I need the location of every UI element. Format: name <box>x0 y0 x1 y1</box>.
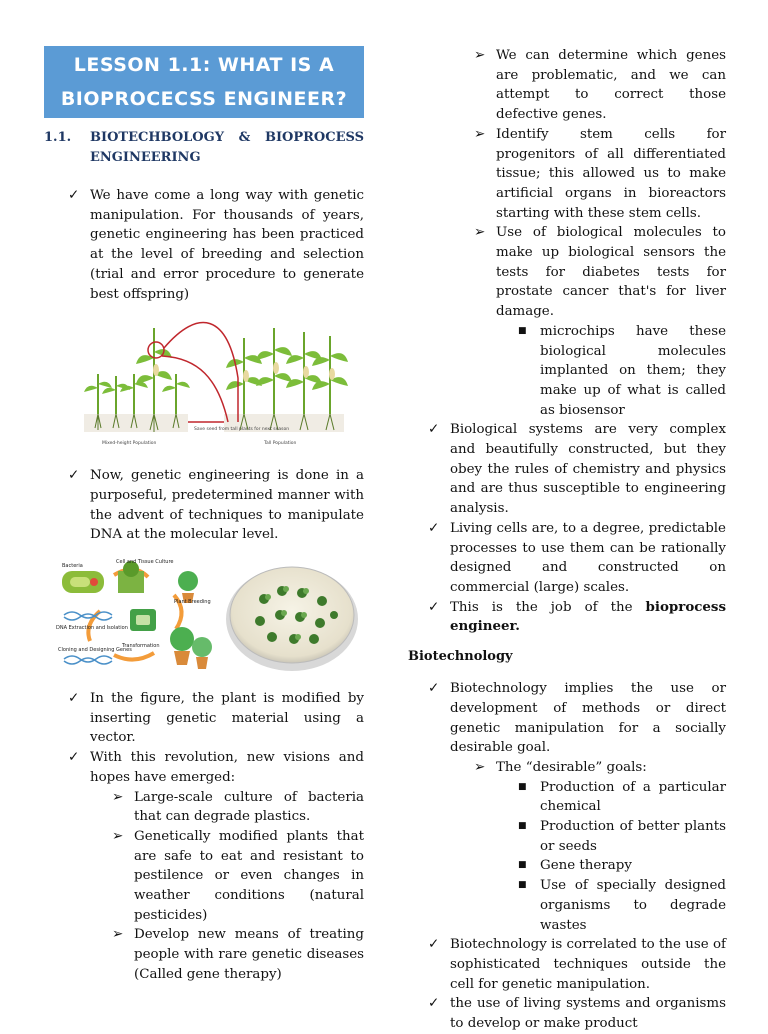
cell-icon <box>130 609 156 631</box>
list-item: ➢ Genetically modified plants that are safe to eat and resistant to pestilence or even changes in weather conditions (natural pesticides) <box>44 827 364 926</box>
check-icon: ✓ <box>428 996 440 1012</box>
job-text: This is the job of the <box>450 599 646 615</box>
list-item: ➢ We can determine which genes are problematic, and we can attempt to correct those defective genes. <box>408 46 726 125</box>
check-icon: ✓ <box>68 188 80 203</box>
check-icon: ✓ <box>68 468 80 484</box>
right-column <box>408 46 726 1034</box>
arrow-bullet-icon: ➢ <box>112 927 124 943</box>
list-item: ➢ Large-scale culture of bacteria that can degrade plastics. <box>44 788 364 827</box>
square-bullet-icon: ■ <box>518 821 527 832</box>
list-item: ✓ Biotechnology implies the use or development of methods or direct genetic manipulation for a socially desirable goal. <box>408 679 726 758</box>
fig1-label-3: Tall Population <box>264 441 297 447</box>
list-item: ■ Production of better plants or seeds <box>408 817 726 856</box>
check-icon: ✓ <box>428 599 440 615</box>
square-bullet-icon: ■ <box>518 325 527 336</box>
arrow-bullet-icon: ➢ <box>474 759 486 775</box>
list-item: ✓ Biotechnology is correlated to the use of sophisticated techniques outside the cell for genetic manipulation. <box>408 935 726 994</box>
lesson-title: LESSON 1.1: WHAT IS A BIOPROCECSS ENGINEER? <box>44 46 364 118</box>
list-item <box>408 598 726 637</box>
list-item: ■ Gene therapy <box>408 856 726 876</box>
arrow-bullet-icon: ➢ <box>474 126 486 142</box>
arrow-bullet-icon: ➢ <box>112 828 124 844</box>
list-item: ➢ Identify stem cells for progenitors of all differentiated tissue; this allowed us to make artificial organs in bioreactors starting with these stem cells. <box>408 125 726 224</box>
list-item: ✓ With this revolution, new visions and hopes have emerged: <box>44 748 364 787</box>
section-title: BIOTECHBOLOGY & BIOPROCESS ENGINEERING <box>90 130 364 165</box>
arrow-bullet-icon: ➢ <box>112 789 124 805</box>
left-column <box>44 46 364 985</box>
list-item: ✓ Biological systems are very complex and beautifully constructed, but they obey the rules of chemistry and physics and are thus susceptible to engineering analysis. <box>408 420 726 519</box>
square-bullet-icon: ■ <box>518 880 527 891</box>
bacteria-icon <box>62 571 104 593</box>
list-item: ■ Production of a particular chemical <box>408 778 726 817</box>
list-item: ■ Use of specially designed organisms to degrade wastes <box>408 876 726 935</box>
job-emphasis: bioprocess engineer. <box>450 598 726 635</box>
check-icon: ✓ <box>428 937 440 953</box>
fig1-label-1: Mixed-height Population <box>102 441 157 447</box>
section-heading <box>44 128 364 168</box>
square-bullet-icon: ■ <box>518 860 527 871</box>
arrow-bullet-icon: ➢ <box>474 225 486 241</box>
biotechnology-heading: Biotechnology <box>408 649 513 665</box>
fig2-label-transformation: Transformation <box>122 643 160 650</box>
list-item: ✓ In the figure, the plant is modified by inserting genetic material using a vector. <box>44 689 364 748</box>
fig2-label-breeding: Plant Breeding <box>174 599 211 606</box>
fig2-label-dna: DNA Extraction and Isolation <box>56 625 128 632</box>
check-icon: ✓ <box>428 422 440 438</box>
transformation-diagram <box>54 555 214 677</box>
list-item: ➢ The “desirable” goals: <box>408 758 726 778</box>
fig2-label-bacteria: Bacteria <box>62 563 83 570</box>
square-bullet-icon: ■ <box>518 781 527 792</box>
list-item: ✓ Now, genetic engineering is done in a purposeful, predetermined manner with the advent of techniques to manipulate DNA at the molecular level. <box>44 466 364 545</box>
genetic-engineering-figure <box>54 555 364 677</box>
fig2-label-culture: Cell and Tissue Culture <box>116 559 174 566</box>
check-icon: ✓ <box>428 520 440 536</box>
list-item: ■ microchips have these biological molecules implanted on them; they make up of what is called as biosensor <box>408 322 726 421</box>
check-icon: ✓ <box>68 750 80 766</box>
check-icon: ✓ <box>68 691 80 707</box>
selective-breeding-figure <box>78 318 364 452</box>
list-item: ➢ Develop new means of treating people with rare genetic diseases (Called gene therapy) <box>44 925 364 984</box>
check-icon: ✓ <box>428 681 440 697</box>
fig1-label-2: Save seed from tall plants for next season <box>194 427 290 433</box>
petri-dish-image <box>222 555 362 677</box>
arrow-bullet-icon: ➢ <box>474 48 486 63</box>
list-item: ✓ the use of living systems and organisms to develop or make product <box>408 994 726 1033</box>
fig2-label-cloning: Cloning and Designing Genes <box>58 647 132 654</box>
list-item: ✓ Living cells are, to a degree, predictable processes to use them can be rationally designed and constructed on commercial (large) scales. <box>408 519 726 598</box>
section-number: 1.1. <box>44 130 72 145</box>
list-item: ➢ Use of biological molecules to make up biological sensors the tests for diabetes tests for prostate cancer that's for liver damage. <box>408 223 726 322</box>
list-item: ✓ We have come a long way with genetic manipulation. For thousands of years, genetic engineering has been practiced at the level of breeding and selection (trial and error procedure to generate best offspring) <box>44 186 364 304</box>
